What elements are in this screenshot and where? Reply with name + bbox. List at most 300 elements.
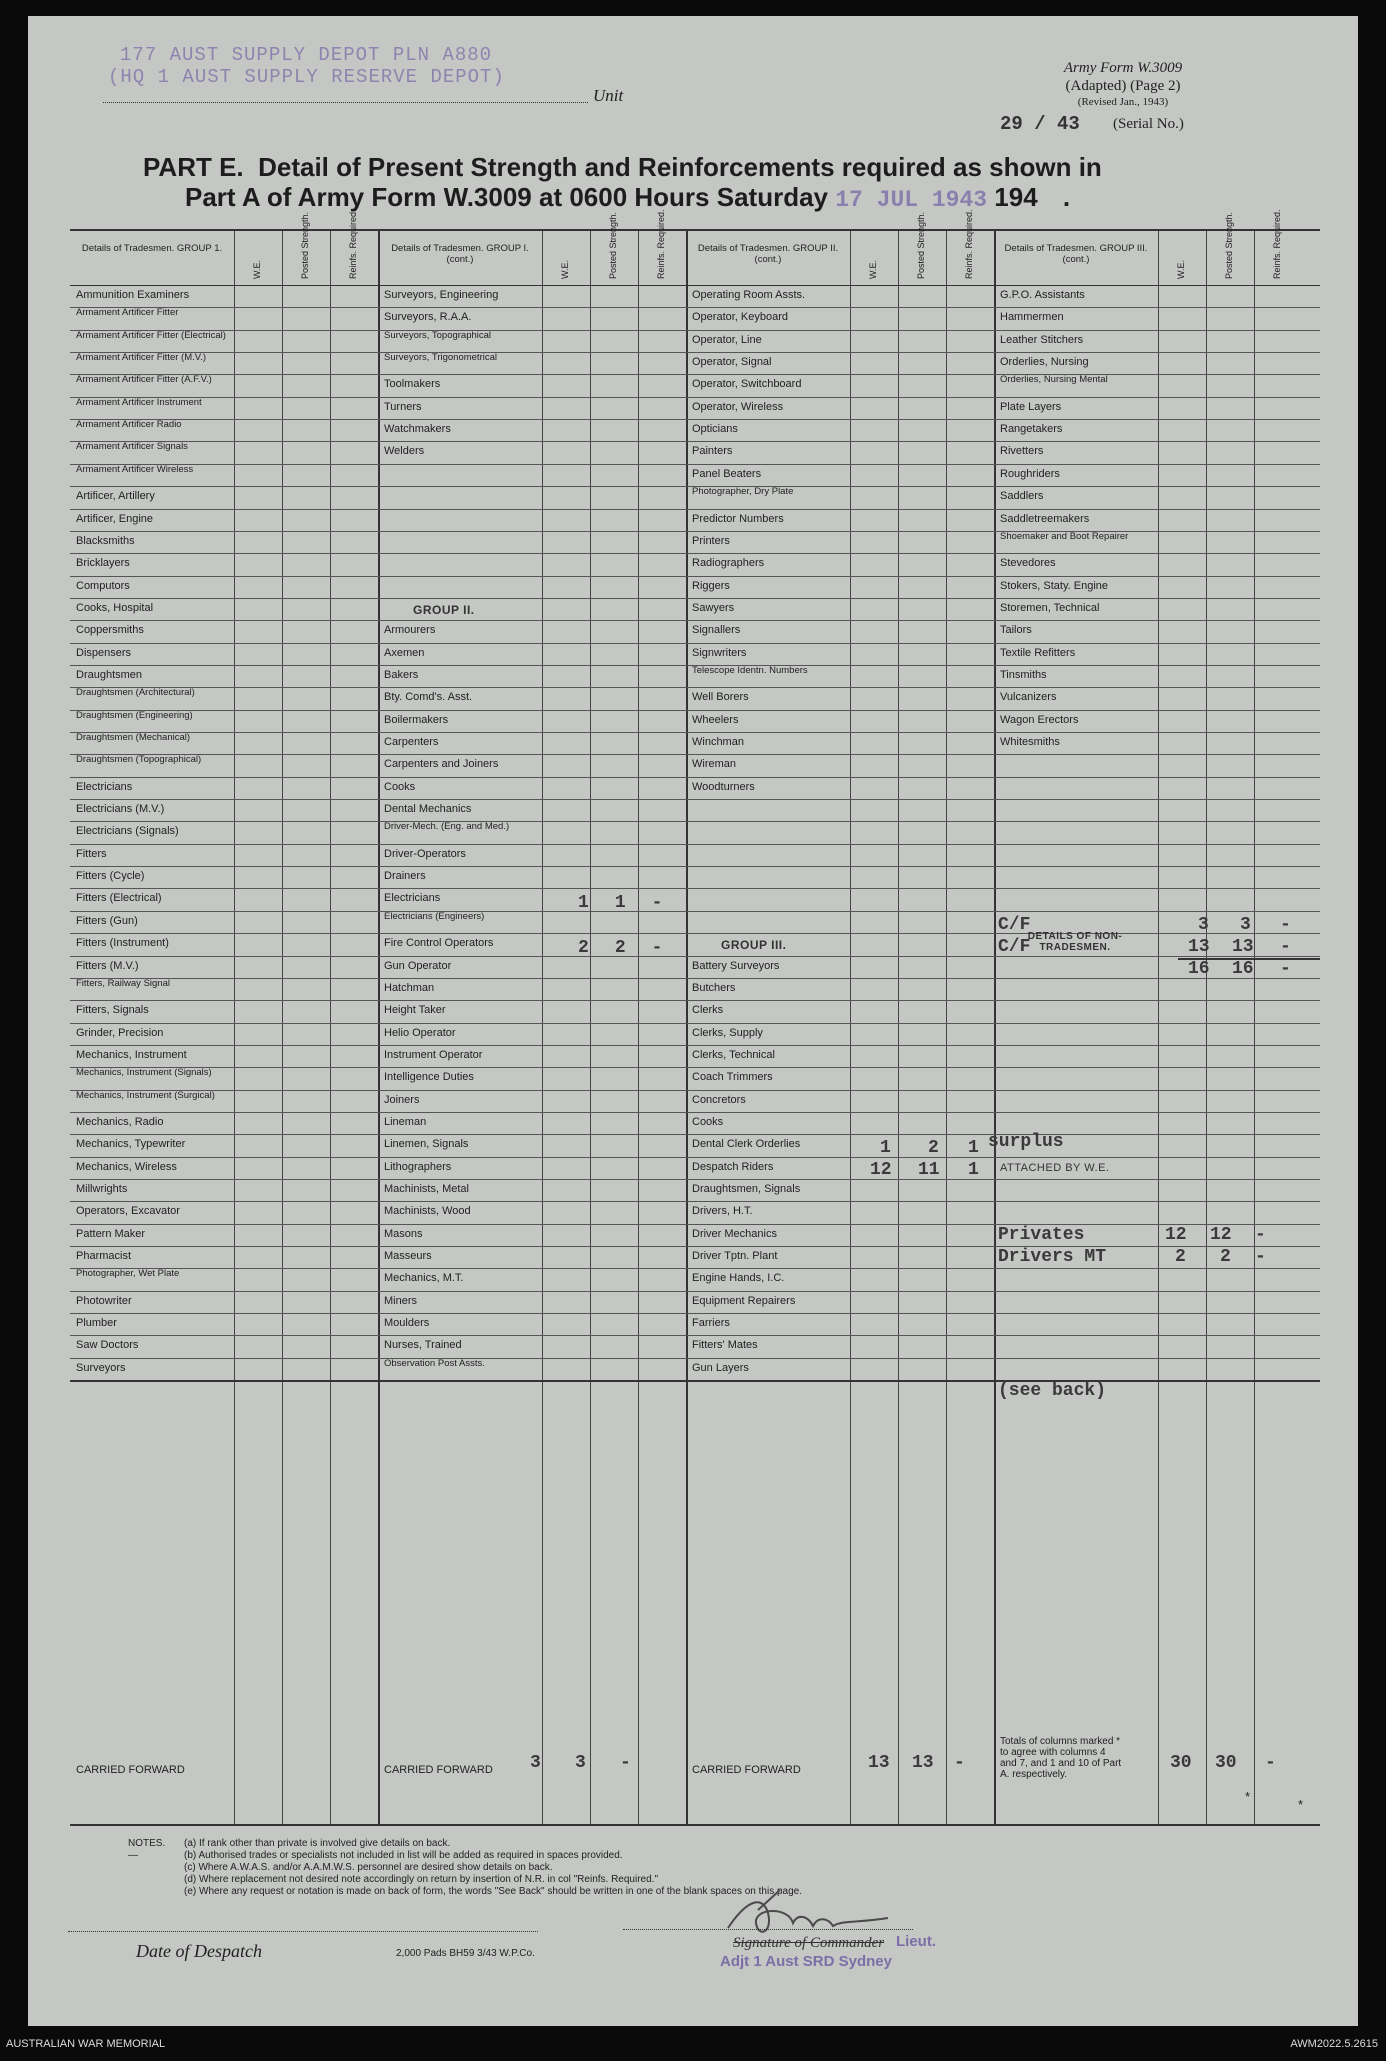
totals-instructions: Totals of columns marked * to agree with columns 4 and 7, and 1 and 10 of Part A. respectively. [1000, 1736, 1122, 1780]
trade-label: Driver Mechanics [692, 1227, 777, 1240]
trade-label: Electricians [76, 780, 133, 793]
reinfs-required-header: Reinfs. Required. [656, 209, 666, 279]
totals-reinfs: - [1265, 1753, 1276, 1773]
trade-label: Vulcanizers [1000, 691, 1057, 704]
trade-label: Driver-Operators [384, 847, 466, 860]
trade-label: Computors [76, 579, 130, 592]
trade-label: Draughtsmen (Architectural) [76, 687, 195, 699]
totals-star-1: * [1245, 1789, 1251, 1804]
trade-label: Mechanics, Radio [76, 1115, 164, 1128]
trade-label: Tinsmiths [1000, 668, 1047, 681]
entry-carpenters: 11- [578, 893, 689, 913]
trade-label: Surveyors, R.A.A. [384, 311, 472, 324]
row-rule [70, 1023, 1320, 1024]
trade-label: Photographer, Wet Plate [76, 1268, 180, 1280]
trade-label: Rangetakers [1000, 423, 1063, 436]
entry-butchers-posted: 2 [928, 1138, 939, 1158]
trade-label: Draughtsmen (Topographical) [76, 754, 202, 766]
cf2-we: 3 [530, 1753, 541, 1773]
column-divider [1254, 231, 1255, 1824]
reinfs-required-header: Reinfs. Required. [348, 209, 358, 279]
unit-label: Unit [593, 86, 624, 105]
col-header-group3-cont: Details of Tradesmen. GROUP III. (cont.) [1004, 243, 1148, 265]
trade-label: Photowriter [76, 1294, 132, 1307]
trade-label: Welders [384, 445, 425, 458]
trade-label: Cooks [384, 780, 416, 793]
trade-label: Operator, Keyboard [692, 311, 789, 324]
trade-label: Panel Beaters [692, 467, 762, 480]
trade-label: Operator, Wireless [692, 400, 784, 413]
trade-label: Cooks, Hospital [76, 601, 154, 614]
row-rule [70, 1268, 1320, 1269]
entry-clerks-posted: 11 [918, 1160, 940, 1180]
trade-label: Telescope Identn. Numbers [692, 664, 808, 676]
we-header: W.E. [252, 259, 262, 279]
trade-label: Mechanics, Instrument (Surgical) [76, 1089, 215, 1101]
trade-label: Clerks, Technical [692, 1048, 775, 1061]
trade-label: Photographer, Dry Plate [692, 486, 794, 498]
carried-forward-2-label: CARRIED FORWARD [384, 1764, 493, 1776]
entry-drivers-posted: 2 [1220, 1247, 1231, 1267]
trade-label: Boilermakers [384, 713, 449, 726]
page-title [143, 152, 1102, 182]
note-b: (b) Authorised trades or specialists not included in list will be added as required in spaces provided. [184, 1850, 623, 1861]
date-stamp: 17 JUL 1943 [835, 187, 988, 213]
entry-butchers-reinfs: 1 [968, 1138, 979, 1158]
trade-label: Battery Surveyors [692, 959, 780, 972]
entry-cf2-reinfs: - [1280, 937, 1291, 957]
trade-label: Equipment Repairers [692, 1294, 796, 1307]
row-rule [70, 888, 1320, 889]
posted-strength-header: Posted Strength. [300, 211, 310, 279]
col-header-group1: Details of Tradesmen. GROUP 1. [81, 243, 223, 254]
row-rule [70, 509, 1320, 510]
trade-label: Operator, Signal [692, 356, 772, 369]
trade-label: Clerks [692, 1004, 724, 1017]
entry-total-we: 16 [1188, 959, 1210, 979]
row-rule [70, 1380, 1320, 1382]
entry-drivers-reinfs: - [1255, 1247, 1266, 1267]
date-of-despatch-label: Date of Despatch [136, 1941, 262, 1961]
printer-imprint: 2,000 Pads BH59 3/43 W.P.Co. [396, 1948, 535, 1959]
trade-label: Electricians [384, 892, 441, 905]
row-rule [70, 441, 1320, 442]
trade-label: Surveyors, Topographical [384, 329, 492, 341]
trade-label: Armourers [384, 624, 436, 637]
trade-label: Axemen [384, 646, 425, 659]
cf2-posted: 3 [575, 1753, 586, 1773]
trade-label: Shoemaker and Boot Repairer [1000, 530, 1129, 542]
column-divider [946, 231, 947, 1824]
trade-label: Radiographers [692, 557, 765, 570]
row-rule [70, 598, 1320, 599]
row-rule [70, 1224, 1320, 1225]
trade-label: Orderlies, Nursing [1000, 356, 1089, 369]
trade-label: Grinder, Precision [76, 1026, 164, 1039]
row-rule [70, 1090, 1320, 1091]
trade-label: Armament Artificer Radio [76, 419, 182, 431]
trade-label: Woodturners [692, 780, 755, 793]
entry-cf2-posted: 13 [1232, 937, 1254, 957]
trade-label: Linemen, Signals [384, 1138, 469, 1151]
trade-label: Farriers [692, 1317, 730, 1330]
unit-stamp-line2: (HQ 1 AUST SUPPLY RESERVE DEPOT) [108, 66, 505, 88]
row-rule [70, 866, 1320, 867]
row-rule [70, 911, 1320, 912]
trade-label: Operator, Switchboard [692, 378, 802, 391]
trade-label: Electricians (Engineers) [384, 910, 485, 922]
trade-label: Surveyors, Engineering [384, 289, 499, 301]
totals-we: 30 [1170, 1753, 1192, 1773]
entry-cf1-reinfs: - [1280, 915, 1291, 935]
row-rule [70, 710, 1320, 711]
trade-label: Textile Refitters [1000, 646, 1076, 659]
trade-label: Operating Room Assts. [692, 289, 806, 301]
trade-label: Fitters, Signals [76, 1004, 149, 1017]
row-rule [70, 464, 1320, 465]
trade-label: Operators, Excavator [76, 1205, 180, 1218]
trade-label: Electricians (M.V.) [76, 803, 165, 816]
group-divider [378, 231, 380, 1824]
trade-label: Electricians (Signals) [76, 825, 179, 838]
title-year: 194 [994, 182, 1038, 212]
footer-left: AUSTRALIAN WAR MEMORIAL [6, 2038, 166, 2050]
entry-privates-label: Privates [998, 1225, 1085, 1245]
entry-privates-reinfs: - [1255, 1225, 1266, 1245]
group-divider [686, 231, 688, 1824]
signature-line [623, 1929, 913, 1930]
trade-label: Lineman [384, 1115, 427, 1128]
row-rule [70, 1291, 1320, 1292]
trade-label: Hatchman [384, 981, 435, 994]
trade-label: Engine Hands, I.C. [692, 1272, 785, 1285]
we-header: W.E. [868, 259, 878, 279]
trade-label: Opticians [692, 423, 738, 436]
trade-label: Plumber [76, 1317, 117, 1330]
trade-label: Fitters (M.V.) [76, 959, 139, 972]
row-rule [70, 1246, 1320, 1247]
trade-label: Artificer, Artillery [76, 490, 155, 503]
row-rule [70, 687, 1320, 688]
trade-label: Saddletreemakers [1000, 512, 1090, 525]
entry-clerks-reinfs: 1 [968, 1160, 979, 1180]
trade-label: Cooks [692, 1115, 724, 1128]
row-rule [70, 397, 1320, 398]
note-d: (d) Where replacement not desired note accordingly on return by insertion of N.R. in col "Reinfs. Required." [184, 1874, 658, 1885]
carried-forward-1-label: CARRIED FORWARD [76, 1764, 185, 1776]
trade-label: Drivers, H.T. [692, 1205, 753, 1218]
entry-drivers-we: 2 [1175, 1247, 1186, 1267]
trade-label: Armament Artificer Instrument [76, 396, 202, 408]
posted-strength-header: Posted Strength. [608, 211, 618, 279]
trade-label: Observation Post Assts. [384, 1357, 485, 1369]
trade-label: Concretors [692, 1093, 746, 1106]
row-rule [70, 352, 1320, 353]
entry-cf2-label: C/F [998, 937, 1031, 957]
cf2-reinfs: - [620, 1753, 631, 1773]
trade-label: Leather Stitchers [1000, 333, 1084, 346]
trade-label: Whitesmiths [1000, 736, 1060, 748]
entry-cf1-posted: 3 [1240, 915, 1251, 935]
row-rule [70, 330, 1320, 331]
trade-label: Driver Tptn. Plant [692, 1250, 778, 1263]
trade-label: Stevedores [1000, 557, 1056, 570]
trade-label: Storemen, Technical [1000, 601, 1100, 614]
entry-total-reinfs: - [1280, 959, 1291, 979]
row-rule [70, 1358, 1320, 1359]
entry-see-back: (see back) [998, 1381, 1107, 1401]
trade-label: Hammermen [1000, 311, 1064, 324]
title-line1: Detail of Present Strength and Reinforcements required as shown in [258, 152, 1102, 182]
trade-label: Nurses, Trained [384, 1339, 462, 1352]
trade-label: Rivetters [1000, 445, 1044, 458]
trade-label: Fitters (Electrical) [76, 892, 162, 905]
column-divider [234, 231, 235, 1824]
trade-label: Lithographers [384, 1160, 452, 1173]
trade-label: Sawyers [692, 601, 735, 614]
carried-forward-3-label: CARRIED FORWARD [692, 1764, 801, 1776]
trade-label: Signallers [692, 624, 741, 637]
entry-butchers-we: 1 [880, 1138, 891, 1158]
row-rule [70, 576, 1320, 577]
trade-label: Armament Artificer Signals [76, 441, 188, 453]
column-divider [1206, 231, 1207, 1824]
column-divider [898, 231, 899, 1824]
row-rule [70, 1112, 1320, 1113]
totals-posted: 30 [1215, 1753, 1237, 1773]
trade-label: Fitters (Instrument) [76, 937, 169, 950]
unit-stamp-line1: 177 AUST SUPPLY DEPOT PLN A880 [120, 44, 493, 66]
trade-label: Toolmakers [384, 378, 441, 391]
entry-cf1-label: C/F [998, 915, 1031, 935]
trade-label: Armament Artificer Fitter (A.F.V.) [76, 374, 212, 386]
trade-label: Mechanics, Typewriter [76, 1138, 186, 1151]
trade-label: Gun Operator [384, 959, 452, 972]
reinfs-required-header: Reinfs. Required. [964, 209, 974, 279]
trade-label: Riggers [692, 579, 730, 592]
trade-label: Operator, Line [692, 333, 762, 346]
trade-label: Millwrights [76, 1183, 128, 1195]
trade-label: Dental Clerk Orderlies [692, 1138, 801, 1151]
adjutant-stamp: Adjt 1 Aust SRD Sydney [720, 1953, 892, 1970]
form-revised: (Revised Jan., 1943) [1077, 96, 1169, 108]
trade-label: Artificer, Engine [76, 512, 154, 525]
trade-label: Painters [692, 445, 733, 458]
form-page [28, 16, 1358, 2026]
title-line2: Part A of Army Form W.3009 at 0600 Hours Saturday [185, 182, 828, 212]
col-header-group2-cont: Details of Tradesmen. GROUP II. (cont.) [697, 243, 839, 265]
trade-label: Draughtsmen, Signals [692, 1183, 801, 1195]
trade-label: Printers [692, 534, 730, 547]
row-rule [70, 956, 1320, 957]
row-rule [70, 754, 1320, 755]
trade-label: Well Borers [692, 691, 749, 704]
trade-label: Fitters' Mates [692, 1339, 758, 1352]
entry-cooks: 22- [578, 938, 689, 958]
trade-label: Fitters [76, 847, 107, 860]
trade-label: Surveyors, Trigonometrical [384, 352, 497, 364]
trade-label: Intelligence Duties [384, 1071, 474, 1084]
despatch-line [68, 1931, 538, 1932]
section-subheader: ATTACHED BY W.E. [1000, 1161, 1110, 1174]
trade-label: Saddlers [1000, 490, 1044, 503]
totals-star-2: * [1298, 1797, 1304, 1812]
trade-label: Despatch Riders [692, 1160, 774, 1173]
row-rule [70, 643, 1320, 644]
trade-label: Pattern Maker [76, 1227, 146, 1240]
section-subheader: GROUP III. [721, 938, 787, 953]
rank-stamp: Lieut. [896, 1933, 936, 1950]
trade-label: Gun Layers [692, 1361, 749, 1374]
entry-cf2-we: 13 [1188, 937, 1210, 957]
row-rule [70, 1335, 1320, 1336]
trade-label: Watchmakers [384, 423, 451, 436]
form-name: Army Form W.3009 [1063, 60, 1183, 76]
trade-label: Coppersmiths [76, 624, 144, 637]
entry-privates-posted: 12 [1210, 1225, 1232, 1245]
entry-cf1-we: 3 [1198, 915, 1209, 935]
trade-label: Surveyors [76, 1361, 126, 1374]
row-rule [70, 1067, 1320, 1068]
entry-total-posted: 16 [1232, 959, 1254, 979]
trade-label: Stokers, Staty. Engine [1000, 579, 1109, 592]
header-rule [70, 285, 1320, 286]
trade-label: Clerks, Supply [692, 1026, 763, 1039]
column-divider [1158, 231, 1159, 1824]
serial-label: (Serial No.) [1113, 116, 1184, 132]
title-period: . [1062, 182, 1071, 212]
part-label: PART E. [143, 152, 244, 182]
row-rule [70, 419, 1320, 420]
row-rule [70, 978, 1320, 979]
cf3-posted: 13 [912, 1753, 934, 1773]
signature-label: Signature of Commander [733, 1935, 885, 1951]
trade-label: Blacksmiths [76, 534, 135, 547]
note-a: (a) If rank other than private is involved give details on back. [184, 1838, 451, 1849]
posted-strength-header: Posted Strength. [916, 211, 926, 279]
trade-label: Mechanics, Instrument (Signals) [76, 1067, 212, 1079]
row-rule [70, 1045, 1320, 1046]
trade-label: Fitters (Gun) [76, 914, 138, 927]
trade-label: Carpenters [384, 736, 439, 748]
trade-label: Masseurs [384, 1250, 432, 1263]
trade-label: Bakers [384, 668, 419, 681]
trade-label: Joiners [384, 1093, 420, 1106]
row-rule [70, 1179, 1320, 1180]
trade-label: Armament Artificer Wireless [76, 463, 194, 475]
trade-label: Fitters, Railway Signal [76, 977, 170, 989]
trade-label: Coach Trimmers [692, 1071, 773, 1084]
trade-label: Draughtsmen [76, 668, 143, 681]
trade-label: Mechanics, Wireless [76, 1160, 177, 1173]
trade-label: Orderlies, Nursing Mental [1000, 374, 1108, 386]
trade-label: Saw Doctors [76, 1339, 139, 1352]
title-line2-wrap [185, 182, 1070, 215]
row-rule [70, 732, 1320, 733]
section-subheader: DETAILS OF NON-TRADESMEN. [1027, 931, 1123, 954]
row-rule [70, 1201, 1320, 1202]
trade-label: Driver-Mech. (Eng. and Med.) [384, 821, 510, 833]
row-rule [70, 777, 1320, 778]
trade-label: Machinists, Metal [384, 1183, 469, 1195]
column-divider [850, 231, 851, 1824]
trade-label: Ammunition Examiners [76, 289, 190, 301]
trade-label: Winchman [692, 736, 744, 748]
trade-label: Mechanics, M.T. [384, 1272, 464, 1285]
note-e: (e) Where any request or notation is made on back of form, the words "See Back" should be written in one of the blank spaces on this page. [184, 1886, 802, 1897]
trade-label: Wireman [692, 758, 737, 771]
serial-number: 29 / 43 [1000, 113, 1080, 135]
trade-label: Plate Layers [1000, 400, 1062, 413]
notes-label: NOTES.— [128, 1838, 166, 1861]
row-rule [70, 620, 1320, 621]
column-divider [330, 231, 331, 1824]
trade-label: Dental Mechanics [384, 803, 472, 816]
cf3-reinfs: - [954, 1753, 965, 1773]
trade-label: Instrument Operator [384, 1048, 483, 1061]
cf3-we: 13 [868, 1753, 890, 1773]
row-rule [70, 1134, 1320, 1135]
trade-label: G.P.O. Assistants [1000, 289, 1085, 301]
column-divider [638, 231, 639, 1824]
trade-label: Draughtsmen (Mechanical) [76, 732, 191, 743]
trade-label: Armament Artificer Fitter (Electrical) [76, 329, 226, 341]
trade-label: Draughtsmen (Engineering) [76, 709, 193, 721]
column-divider [590, 231, 591, 1824]
entry-clerks-we: 12 [870, 1160, 892, 1180]
note-c: (c) Where A.W.A.S. and/or A.A.M.W.S. personnel are desired show details on back. [184, 1862, 553, 1873]
trade-label: Moulders [384, 1317, 430, 1330]
row-rule [70, 799, 1320, 800]
trade-label: Bty. Comd's. Asst. [384, 691, 473, 704]
row-rule [70, 844, 1320, 845]
trade-label: Wagon Erectors [1000, 713, 1079, 726]
posted-strength-header: Posted Strength. [1224, 211, 1234, 279]
trade-label: Predictor Numbers [692, 512, 784, 525]
row-rule [70, 1157, 1320, 1158]
trade-label: Wheelers [692, 713, 739, 726]
form-adapted: (Adapted) (Page 2) [1065, 78, 1181, 94]
trade-label: Helio Operator [384, 1026, 456, 1039]
column-divider [542, 231, 543, 1824]
trade-label: Bricklayers [76, 557, 130, 570]
row-rule [70, 553, 1320, 554]
footer-right: AWM2022.5.2615 [1290, 2038, 1378, 2050]
row-rule [70, 307, 1320, 308]
trade-label: Turners [384, 400, 422, 413]
trade-label: Machinists, Wood [384, 1205, 471, 1218]
row-rule [70, 821, 1320, 822]
trade-label: Butchers [692, 981, 736, 994]
entry-drivers-label: Drivers MT [998, 1247, 1107, 1267]
we-header: W.E. [560, 259, 570, 279]
trade-label: Height Taker [384, 1004, 446, 1017]
col-header-group1-cont: Details of Tradesmen. GROUP I. (cont.) [391, 243, 529, 265]
we-header: W.E. [1176, 259, 1186, 279]
trade-label: Dispensers [76, 646, 132, 659]
entry-privates-we: 12 [1165, 1225, 1187, 1245]
entry-surplus-note: surplus [988, 1132, 1064, 1152]
section-subheader: GROUP II. [413, 602, 475, 617]
row-rule [70, 1313, 1320, 1314]
trade-label: Masons [384, 1227, 423, 1240]
trade-label: Pharmacist [76, 1250, 132, 1263]
strength-table [70, 209, 1320, 1826]
trade-label: Roughriders [1000, 467, 1060, 480]
trade-label: Miners [384, 1294, 418, 1307]
trade-label: Carpenters and Joiners [384, 758, 499, 771]
trade-label: Mechanics, Instrument [76, 1048, 187, 1061]
